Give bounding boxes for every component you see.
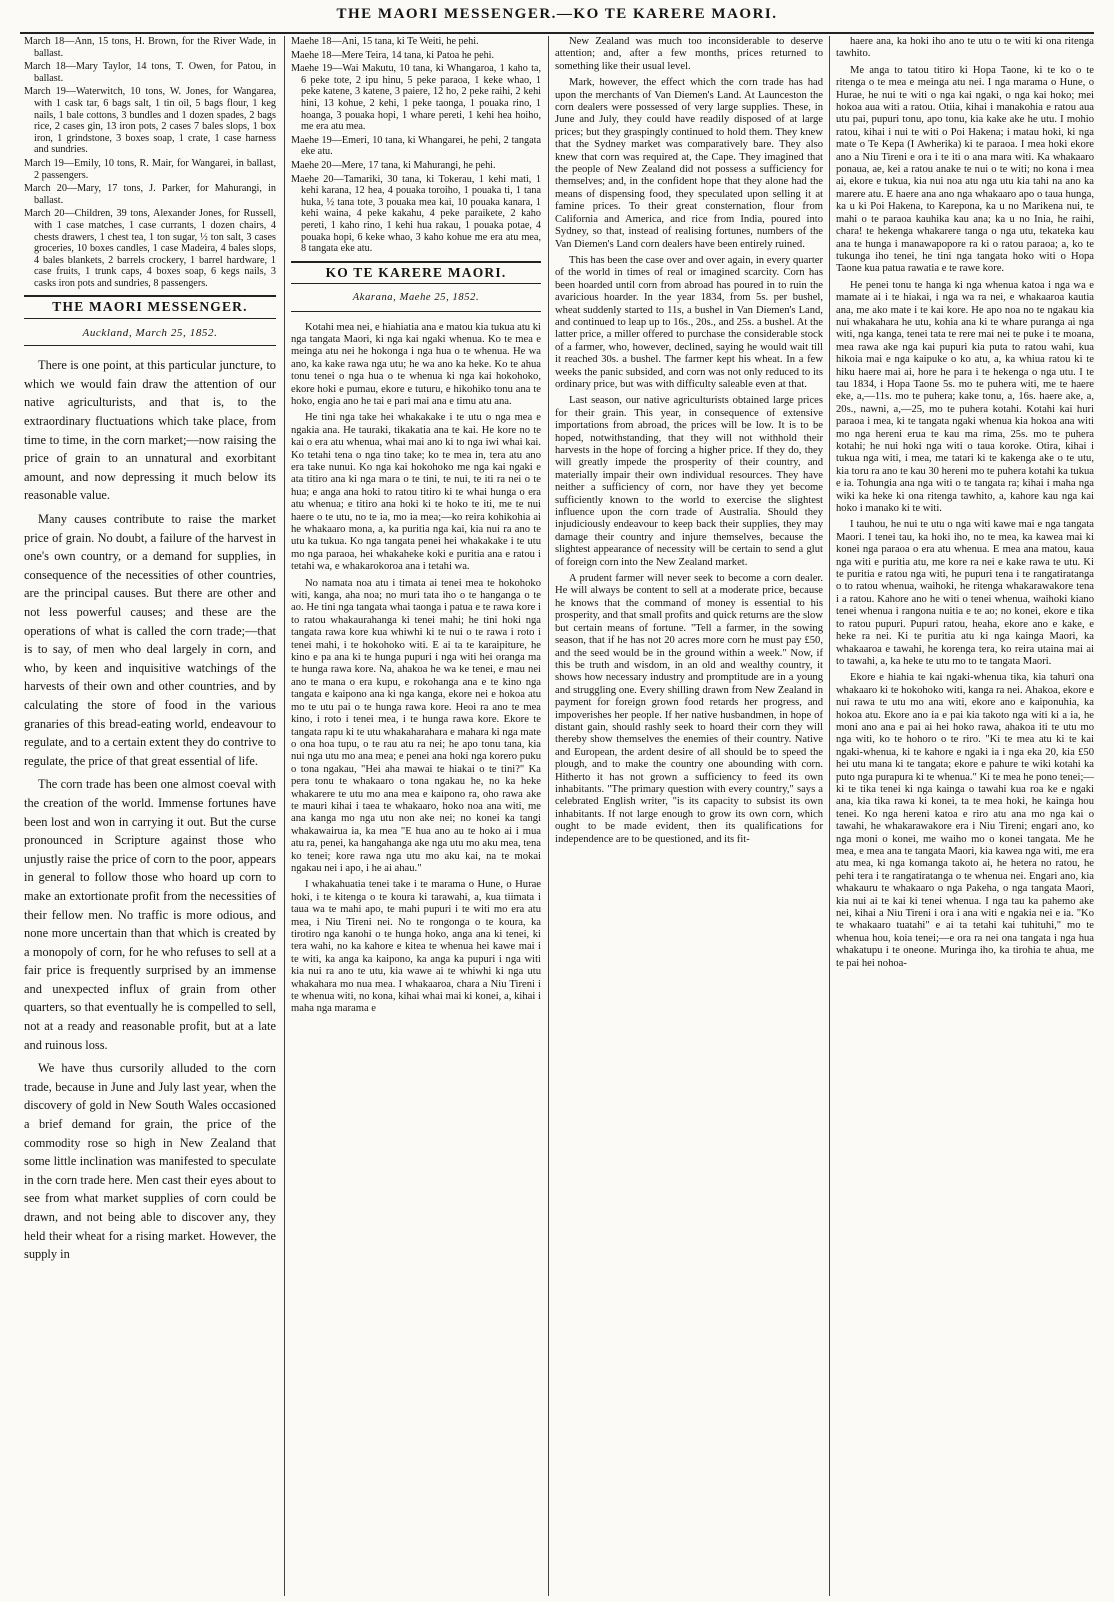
column-maori-editorial	[291, 36, 541, 1596]
shipping-entry: March 19—Waterwitch, 10 tons, W. Jones, for Wangarea, with 1 cask tar, 6 bags salt, 1 tin oil, 5 bags flour, 1 keg nails, 1 bale cottons, 3 bundles and 1 dozen spades, 2 bags rice, 2 cases gin, 13 iron pots, 2 cases 7 bales slops, 1 box iron, 1 grindstone, 3 boxes soap, 1 crate, 1 case harness and sundries.	[24, 86, 276, 156]
shipping-entry: Maehe 20—Mere, 17 tana, ki Mahurangi, he pehi.	[291, 159, 496, 171]
paragraph: I tauhou, he nui te utu o nga witi kawe mai e nga tangata Maori. I tenei tau, ka hoki iho, no te mea, ka kawea mai ki konei nga paraoa o era atu whenua. E mea ana matou, kaua nga witi e puritia atu, me kore ra nei e kake rawa te utu. Ki te puritia e ratou nga witi, he pupuri tena i te rangatiratanga o to ratou whenua, waihoki, he ritenga whakarawakore tena i a ratou. Kahore ano he witi o tenei whenua, waihoki kiano tenei whenua i rangona nuitia e te ao; no konei, ekore e tika to ratou pupuri. Pupuri ratou, heaha, ekore ano e kake, e heke ra nei. Ki te puritia atu ki nga kainga Maori, ka whakaaroa e tawahi, he korenga tera, ko reira utaina mai ai to tawahi, a, ka heke te utu mo to te tangata Maori.	[836, 519, 1094, 667]
shipping-entry: Maehe 19—Wai Makutu, 10 tana, ki Whangaroa, 1 kaho ta, 6 peke tote, 2 ipu hinu, 5 peke paraoa, 1 keke whao, 1 peke katene, 3 katene, 3 paiere, 12 ho, 2 peke raihi, 2 kehi hini, 13 kohue, 2 kehi, 1 peke taonga, 1 pouaka rino, 1 hoanga, 3 pouaka hopi, 1 whare pereti, 1 kehi hea hoiho, me era atu mea.	[291, 63, 541, 133]
paragraph: haere ana, ka hoki iho ano te utu o te witi ki ona ritenga tawhito.	[836, 36, 1094, 60]
shipping-entry: March 20—Children, 39 tons, Alexander Jones, for Russell, with 1 case matches, 1 case currants, 1 dozen chairs, 4 chests drawers, 1 chest tea, 1 ton sugar, ½ ton salt, 3 cases groceries, 10 boxes candles, 1 case Madeira, 4 bales slops, 4 bales blankets, 2 barrels crockery, 1 barrel hardware, 1 case fruits, 1 trunk caps, 4 boxes soap, 6 kegs nails, 3 casks iron pots and sundries, 8 passengers.	[24, 208, 276, 289]
paragraph: We have thus cursorily alluded to the corn trade, because in June and July last year, when the discovery of gold in New South Wales occasioned a brief demand for grain, the price of the commodity rose so high in New Zealand that some little inclination was manifested to speculate in the corn trade here. Men cast their eyes about to see from what market supplies of corn could be drawn, and not being able to discover any, they held their wheat for a rising market. However, the supply in	[24, 1061, 276, 1262]
shipping-entry: Maehe 18—Mere Teira, 14 tana, ki Patoa he pehi.	[291, 49, 495, 61]
column-rule	[829, 36, 830, 1596]
column-maori-continued	[836, 36, 1094, 1596]
column-english-editorial	[24, 36, 276, 1596]
shipping-list-english	[24, 36, 276, 289]
paragraph: No namata noa atu i timata ai tenei mea te hokohoko witi, kanga, aha noa; no muri tata iho o te hanganga o te ao. He tini nga tangata whai taonga i patua e te rawa kore i to ratou whakaurahanga ki tenei mahi; he tini hoki nga tangata rawa kore kua whiwhi ki te nui o te rawa i roto i tenei mahi, i te hokohoko witi. E ai ta te karaipiture, he kino e pa ana ki te hunga pupuri i nga witi hei oranga ma te hunga rawa kore. Na, ahakoa he wa ke tenei, e mau nei ano te mana o era kupu, e rokohanga ana e te kino nga tangata e kaipono ana ki nga kanga, ekore nei e hokoa atu mo te utu pai o te hunga rawa kore. Heoi ra ano te mea kino, i roto i tenei mea, i te hunga rawa kore. Ekore te tangata rapu ki te utu whakaharahara e mahara ki nga mate o ona hoa tupu, o te rau atu ra nei; he apo tonu tana, kia nui nga utu mo ana mea; e penei ana hoki nga korero puku o tona ngakau, "Hei aha mawai te hiakai o te tini?" Ka pera tonu te whakaaro o tona ngakau he, no ka heke whakarere te utu mo ana mea e kaipono ra, oho rawa ake te mauri kihai i taea te whakaaro, hoko noa ana witi, me ana kanga mo nga utu non ake nei; no konei ka tangi whakawairua ia, ka mea "E hua ano au te hoko ai i mua atu ra, penei, ka hangahanga ake nga utu mo aku mea, tena ko tenei; kore rawa nga utu mo aku kai, na te mokai ngakau nei i apo, i he ai ahau."	[291, 577, 541, 874]
paragraph: Kotahi mea nei, e hiahiatia ana e matou kia tukua atu ki nga tangata Maori, ki nga kai ngaki whenua. Ko te mea e meinga atu nei he hokonga i nga hua o te whenua. He wa ano, ka kake rawa nga utu; he wa ano ka heke. Ko te ahua tonu tenei o nga hua o te whenua ki nga kai hokohoko, ekore hoki e pumau, ekore e tuturu, e hikohiko tonu ana te hoko, engia ano he tai e pari mai ana e timu atu ana.	[291, 321, 541, 407]
paragraph: Mark, however, the effect which the corn trade has had upon the merchants of Van Diemen's Land. At Launceston the corn dealers were possessed of very large supplies. These, in June and July, they could have readily disposed of at large prices; but they graspingly continued to hold them. They knew that the Sydney market was comparatively bare. They also knew that corn was required at, the Cape. They imagined that the people of New Zealand did not possess a sufficiency for themselves; and, in the confident hope that they alone had the means of dispensing food, they speculated upon selling it at famine prices. To their great consternation, flour from California and America, and rice from India, poured into Sydney, so that, instead of realising fortunes, numbers of the Van Diemen's Land corn dealers have been entirely ruined.	[555, 77, 823, 250]
dateline-english: Auckland, March 25, 1852.	[24, 323, 276, 346]
paragraph: He tini nga take hei whakakake i te utu o nga mea e ngakia ana. He tauraki, tikakatia ana te kai. He kore no te kai o era atu whenua, whai mai ano ki to nga iwi whai kai. Ko tetahi tena o nga tino take; ko te mea in, tera atu ano era take nunui. Ko nga kai hokohoko me nga kai ngaki e ata titiro ana ki nga mara o te tini, te nui, te iti ra nei o te hua; e anga ana hoki to ratou titiro ki te whai hunga o era atu whenua; e titiro ana hoki ki te hoko te iti, me te nui haere o te utu, no te ia, mo ia mea;—ko reira kohikohia ai he whakaaro mona, a, ka puritia nga kai, kia nui ra ano te utu ka tukua. Ko nga tangata penei hei whakakake i te utu mo nga paraoa, hei whakaheke koki e puritia ana e ratou i tetahi wa, e whakarokoroa ana i tetahi wa.	[291, 412, 541, 573]
paragraph: I whakahuatia tenei take i te marama o Hune, o Hurae hoki, i te kitenga o te koura ki tarawahi, a, kua tiimata i taua wa te mahi apo, te mahi pupuri i te witi mo era atu mea, i Niu Tireni nei. No te rongonga o te koura, ka tirotiro nga kanohi o te hunga hoko, anga ana ki tenei, ki tera wahi, no ka kahore e kitea te whenua hei kawe mai i te witi, ka anga ka kaipono, ka anga ka pupuri i nga witi kia nui ra ano te utu, kia wawe ai te whiwhi ki nga utu whakahara mo nua mea. I whakaaroa, chara a Niu Tireni i te whenua witi, no kona, kihai whai mai ki konei, a, kihai i maha nga marama e	[291, 879, 541, 1015]
paragraph: He penei tonu te hanga ki nga whenua katoa i nga wa e mamate ai i te hiakai, i nga wa ra nei, e whakaaroa kautia ana, me ako mate i te kai kore. He apo noa no te ngakau kia nui whakahara he utu, kohia ana ki te whare puranga ai nga witi, nga kanga, tenei tata te rere mai nei te puke i te moana, mea rawa ake nga kai pupuri kia puta to ratou wahi, kua hikoia mai e nga kaipuke o ko atu, a, ka whiua ratou ki te hiku haere mai ai, hore he para i te hekenga o nga utu. I te tau 1834, i Hopa Taone 5s. mo te puhera witi, me te haere eke, a,—11s. mo te puhera; kake tonu, a, 16s. haere ake, a, 20s., nawni, a,—25, mo te puhera kotahi. Kotahi kai huri paraoa i mea, ki te tangata ngaki whenua kia hokoa ana witi mo nga hereni erua te kau ma rima, 25s. mo te puhera kotahi; he nui hoki nga witi o taua koroke. Otira, kihai i tukua nga witi, i mea, me tatari ki te kakenga ake o te utu, kia toru ra ano te kau 30 hereni mo te puhera kotahi ka tukua e ia. Tohungia ana nga witi o te tangata ra; kihai i maha nga wiki ka heke ki ona ritenga tawhito, a, kahore kau nga kai hoko i manako ki te witi.	[836, 279, 1094, 515]
paragraph: Me anga to tatou titiro ki Hopa Taone, ki te ko o te ritenga o te mea e meinga atu nei. I nga marama o Hune, o Hurae, he nui te witi o nga kai ngaki, o nga kai hoko; mei hokoa aua witi a ratou. Otiia, kihai i manakohia e ratou aua utu pai, pupuri tonu, apo tonu, kia kake ake he utu. I mohio ratou, kihai i nui te witi o Poi Hakena; i matau hoki, ki nga mate o Te Kepa (I Awherika) ki te paraoa. I mea hoki ekore ano a Niu Tireni e ora i te iti o ana mara witi. Ka whakaaro ponaua, ae, kei a ratou anake te nui o te witi; no kona i mea ai, ekore e tukua, kia nui noa atu nga utu kia tahi na ano ka marere atu. E haere ana ano nga whakaaro apo o taua hunga, ka u ki Poi Hakena, to Karepona, ka u no Marikena nui, te mahi o te paraoa kauhika kau ana; ka u no Inia, he raihi, chara! te hekenga whakarere tanga o nga utu, tekateka kau ana te hunga i manawapopore ra ki o ratou paraoa; a, ko te tukunga iho tenei, he tini nga tangata hoko witi o Hopa Taone kua patua rawatia e te rawe kore.	[836, 64, 1094, 275]
running-head: THE MAORI MESSENGER.—KO TE KARERE MAORI.	[336, 6, 778, 22]
editorial-english	[24, 356, 276, 1264]
shipping-entry: March 20—Mary, 17 tons, J. Parker, for Mahurangi, in ballast.	[24, 183, 276, 206]
shipping-entry: Maehe 18—Ani, 15 tana, ki Te Weiti, he pehi.	[291, 36, 479, 47]
shipping-entry: March 18—Ann, 15 tons, H. Brown, for the River Wade, in ballast.	[24, 36, 276, 59]
column-rule	[548, 36, 549, 1596]
column-english-continued	[555, 36, 823, 1596]
section-masthead-maori: KO TE KARERE MAORI.	[291, 261, 541, 284]
paragraph: The corn trade has been one almost coeval with the creation of the world. Immense fortunes have been lost and won in carrying it out. But the curse pronounced in Scripture against those who unjustly raise the price of corn to the poor, appears in general to follow those who hoard up corn to make an extortionate profit from the necessities of their fellow men. No traffic is more odious, and none more uncertain than that which is created by a monopoly of corn, for he who refuses to sell at a fair price is frequently surprised by an immense and unexpected influx of grain from other quarters, so that eventually he is compelled to sell, not at a ready and reasonable profit, but at a late and ruinous loss.	[24, 777, 276, 1052]
paragraph: Many causes contribute to raise the market price of grain. No doubt, a failure of the harvest in one's own country, or a demand for supplies, in consequence of the necessities of other countries, are the principal causes. But there are other and not less powerful causes; and these are the operations of what is called the corn trade;—that is to say, of men who deal largely in corn, and who, by keen and inquisitive watchings of the harvests of their own and other countries, and by calculating the store of food in the various granaries of this bread-eating world, endeavour to regulate, and to a certain extent they do contrive to regulate, the price of that great essential of life.	[24, 512, 276, 768]
shipping-list-maori	[291, 36, 541, 255]
paragraph: This has been the case over and over again, in every quarter of the world in times of real or imagined scarcity. Corn has been hoarded until corn from abroad has poured in to ruin the avaricious hoarder. In the year 1834, from 5s. per bushel, wheat suddenly started to 11s, a bushel in Van Diemen's Land, and continued to leap up to 16s., 20s., and 25s. a bushel. At the latter price, a miller offered to purchase the considerable stock of a farmer, who, however, declined, saying he would wait till it reached 30s. a bushel. The farmer kept his wheat. In a few weeks the panic subsided, and corn was not only reduced to its ordinary price, but was with difficulty saleable even at that.	[555, 254, 823, 390]
paragraph: A prudent farmer will never seek to become a corn dealer. He will always be content to sell at a moderate price, because he knows that the command of money is essential to his prosperity, and that small profits and quick returns are the slow but certain means of fortune. "Tell a farmer, in the sowing season, that if he has not 20 acres more corn he must pay £50, and the seed would be in the ground within a week." Now, if this be truth and wisdom, in an old and wealthy country, it shows how necessary industry and promptitude are in a young and struggling one. Every shilling drawn from New Zealand in payment for foreign grown food retards her progress, and impoverishes her people. If her native husbandmen, in hope of distant gain, should rashly seek to hoard their corn they will thereby show themselves the enemies of their country. Native and European, the ardent desire of all should be to speed the plough, and to make the country one abounding with corn. Hitherto it has not grown a sufficiency to feed its own inhabitants. "The primary question with every country," says a celebrated English writer, "is its capacity to subsist its own inhabitants. If not large enough to grow its own corn, which ought to be made evident, then its qualifications for independence are to be questioned, and its fit-	[555, 573, 823, 845]
section-masthead-english: THE MAORI MESSENGER.	[24, 295, 276, 318]
shipping-entry: Maehe 20—Tamariki, 30 tana, ki Tokerau, 1 kehi mati, 1 kehi karana, 12 hea, 4 pouaka toroiho, 1 pouaka ti, 1 tana huka, ½ tana tote, 3 pouaka mea kai, 10 pouaka kanara, 1 kehi waina, 4 peke kakahu, 4 peke paraikete, 2 kaho pereti, 1 kaho rino, 1 kehi hua rakau, 1 pouaka potae, 4 pouaka hopi, 6 keke whao, 3 kaho kohue me era atu mea, 8 tangata eke atu.	[291, 173, 541, 255]
dateline-maori: Akarana, Maehe 25, 1852.	[291, 288, 541, 311]
paragraph: Last season, our native agriculturists obtained large prices for their grain. This year, in consequence of extensive importations from abroad, the prices will be low. It is to be hoped, notwithstanding, that they will not withhold their harvests in the hope of forcing a higher price. If they do, they will greatly impede the prosperity of their country, and materially impair their own individual resources. They have neither a sufficiency of corn, nor have they yet become sufficiently known to the world to exercise the slightest influence upon the corn trade of Australia. Should they injudiciously endeavour to keep back their supplies, they may damage their country and injure themselves, because the slightest appearance of necessity will be certain to send a glut of foreign corn into the New Zealand market.	[555, 395, 823, 568]
paragraph: Ekore e hiahia te kai ngaki-whenua tika, kia tahuri ona whakaaro ki te hokohoko witi, kanga ra nei. Ahakoa, ekore e nui rawa te utu mo ana witi, ekore ano e kaiponuhia, ka hokoa atu. Ekore ano ia e pai kia takoto nga witi ki a ia, he moni ano ana e pai ai hei hoko rawa, ahakoa iti te utu mo nga witi, ko te hohoro o te riro. "Ki te mea atu ki te kai ngaki-whenua, ki te kahore e ngaki ia i nga eka 20, kia £50 hei utu mana ki te tangata; ekore e pahure te wiki kotahi ka puto nga purapura ki te whenua." Ki te mea he pono tenei;—ki te tika tenei ki nga kainga o tawahi kua roa ke e ngaki ana, kia tika rawa ki konei, ta te mea hoki, he kainga hou tenei. Ko nga hereni katoa e riro atu ana mo nga kai o tawahi, he whakarawakore era i Niu Tireni; engari ano, ko nga moni o konei, me waiho mo o konei tangata. Me he mea, e mea ana te tangata Maori, kia kawea nga witi, me era atu mea, ki nga komanga takoto ai, he hetera no ratou, he pehi tera i te rangatiratanga o te whenua nei. Engari ano, kia whakauru te whakaaro o nga Pakeha, o nga tangata Maori, kia nui ai te kai ki tenei whenua. I nga tau ka pahemo ake nei, kihai a Niu Tireni i ora i ana witi e ngakia nei e ia. "Ko te whakaaro tuatahi" e ai ta tetahi kai tuhituhi," mo te whenua hou, koia tenei;—e ora ra nei ona tangata i nga hua whakatupu i te oneone. Muringa iho, ka tirohia te ahua, me te pai hei nohoa-	[836, 672, 1094, 969]
paragraph: New Zealand was much too inconsiderable to deserve attention; and, after a few months, prices returned to something like their usual level.	[555, 36, 823, 72]
header-rule	[20, 32, 1094, 34]
column-rule	[284, 36, 285, 1596]
paragraph: There is one point, at this particular juncture, to which we would fain draw the attention of our native agriculturists, and that is, to the extraordinary fluctuations which take place, from time to time, in the corn market;—now raising the price of grain to an unnatural and exorbitant amount, and now depressing it much below its reasonable value.	[24, 358, 276, 503]
shipping-entry: March 18—Mary Taylor, 14 tons, T. Owen, for Patou, in ballast.	[24, 61, 276, 84]
editorial-maori	[291, 322, 541, 1016]
shipping-entry: March 19—Emily, 10 tons, R. Mair, for Wangarei, in ballast, 2 passengers.	[24, 157, 276, 181]
shipping-entry: Maehe 19—Emeri, 10 tana, ki Whangarei, he pehi, 2 tangata eke atu.	[291, 134, 541, 158]
